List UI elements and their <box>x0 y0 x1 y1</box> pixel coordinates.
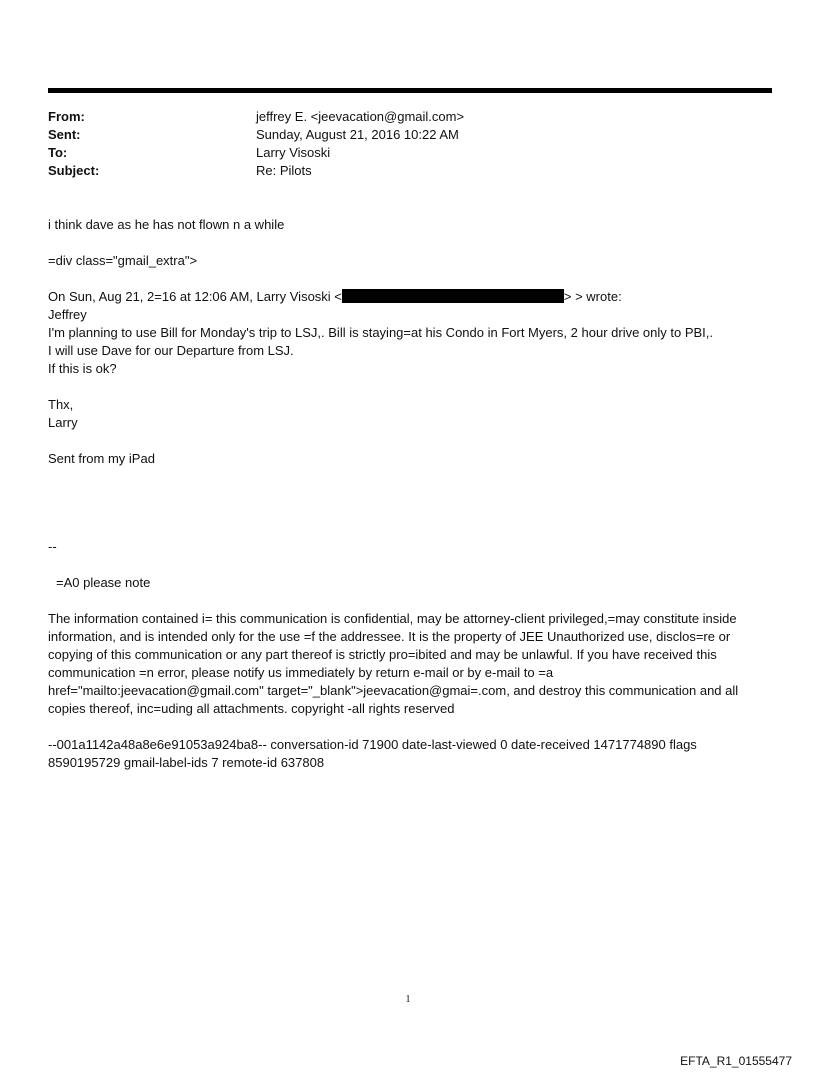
header-rule <box>48 88 772 93</box>
to-row <box>48 144 330 162</box>
sent-value: Sunday, August 21, 2016 10:22 AM <box>256 127 459 142</box>
quote-line: Jeffrey <box>48 307 87 322</box>
from-label: From: <box>48 109 85 124</box>
subject-value: Re: Pilots <box>256 163 312 178</box>
quote-line: Thx, <box>48 397 74 412</box>
sent-label: Sent: <box>48 127 81 142</box>
message-metadata: --001a1142a48a8e6e91053a924ba8-- conversation-id 71900 date-last-viewed 0 date-received 1471774890 flags 8590195729 gmail-label-ids 7 remote-id 637808 <box>48 737 697 770</box>
subject-label: Subject: <box>48 163 100 178</box>
sent-row <box>48 126 459 144</box>
page-number: 1 <box>405 994 411 1005</box>
sent-from-line: Sent from my iPad <box>48 451 155 466</box>
quote-intro-end: > > wrote: <box>563 289 622 304</box>
subject-row <box>48 162 312 180</box>
note-line: =A0 please note <box>56 575 151 590</box>
from-value: jeffrey E. <jeevacation@gmail.com> <box>256 109 465 124</box>
quote-line: If this is ok? <box>48 361 117 376</box>
div-markup-line: =div class="gmail_extra"> <box>48 253 198 268</box>
quote-intro <box>48 288 622 306</box>
bates-number: EFTA_R1_01555477 <box>680 1054 792 1068</box>
redaction-box <box>342 289 564 303</box>
quote-line: I will use Dave for our Departure from LSJ. <box>48 343 294 358</box>
quote-line: I'm planning to use Bill for Monday's trip to LSJ,. Bill is staying=at his Condo in Fort Myers, 2 hour drive only to PBI,. <box>48 325 714 340</box>
disclaimer-paragraph: The information contained i= this communication is confidential, may be attorney-client privileged,=may constitute inside information, and is intended only for the use =f the addressee. It is the property of JEE Unauthorized use, disclos=re or copying of this communication or any part thereof is strictly pro=ibited and may be unlawful. If you have received this communication =n error, please notify us immediately by return e-mail or by e-mail to =a href="mailto:jeevacation@gmail.com" target="_blank">jeevacation@gmai=.com, and destroy this communication and all copies thereof, inc=uding all attachments. copyright -all rights reserved <box>48 611 739 716</box>
quote-intro-start: On Sun, Aug 21, 2=16 at 12:06 AM, Larry Visoski < <box>48 289 342 304</box>
to-value: Larry Visoski <box>256 145 331 160</box>
from-row <box>48 108 464 126</box>
quote-line: Larry <box>48 415 78 430</box>
reply-text: i think dave as he has not flown n a while <box>48 217 285 232</box>
signature-separator: -- <box>48 539 57 554</box>
to-label: To: <box>48 145 68 160</box>
